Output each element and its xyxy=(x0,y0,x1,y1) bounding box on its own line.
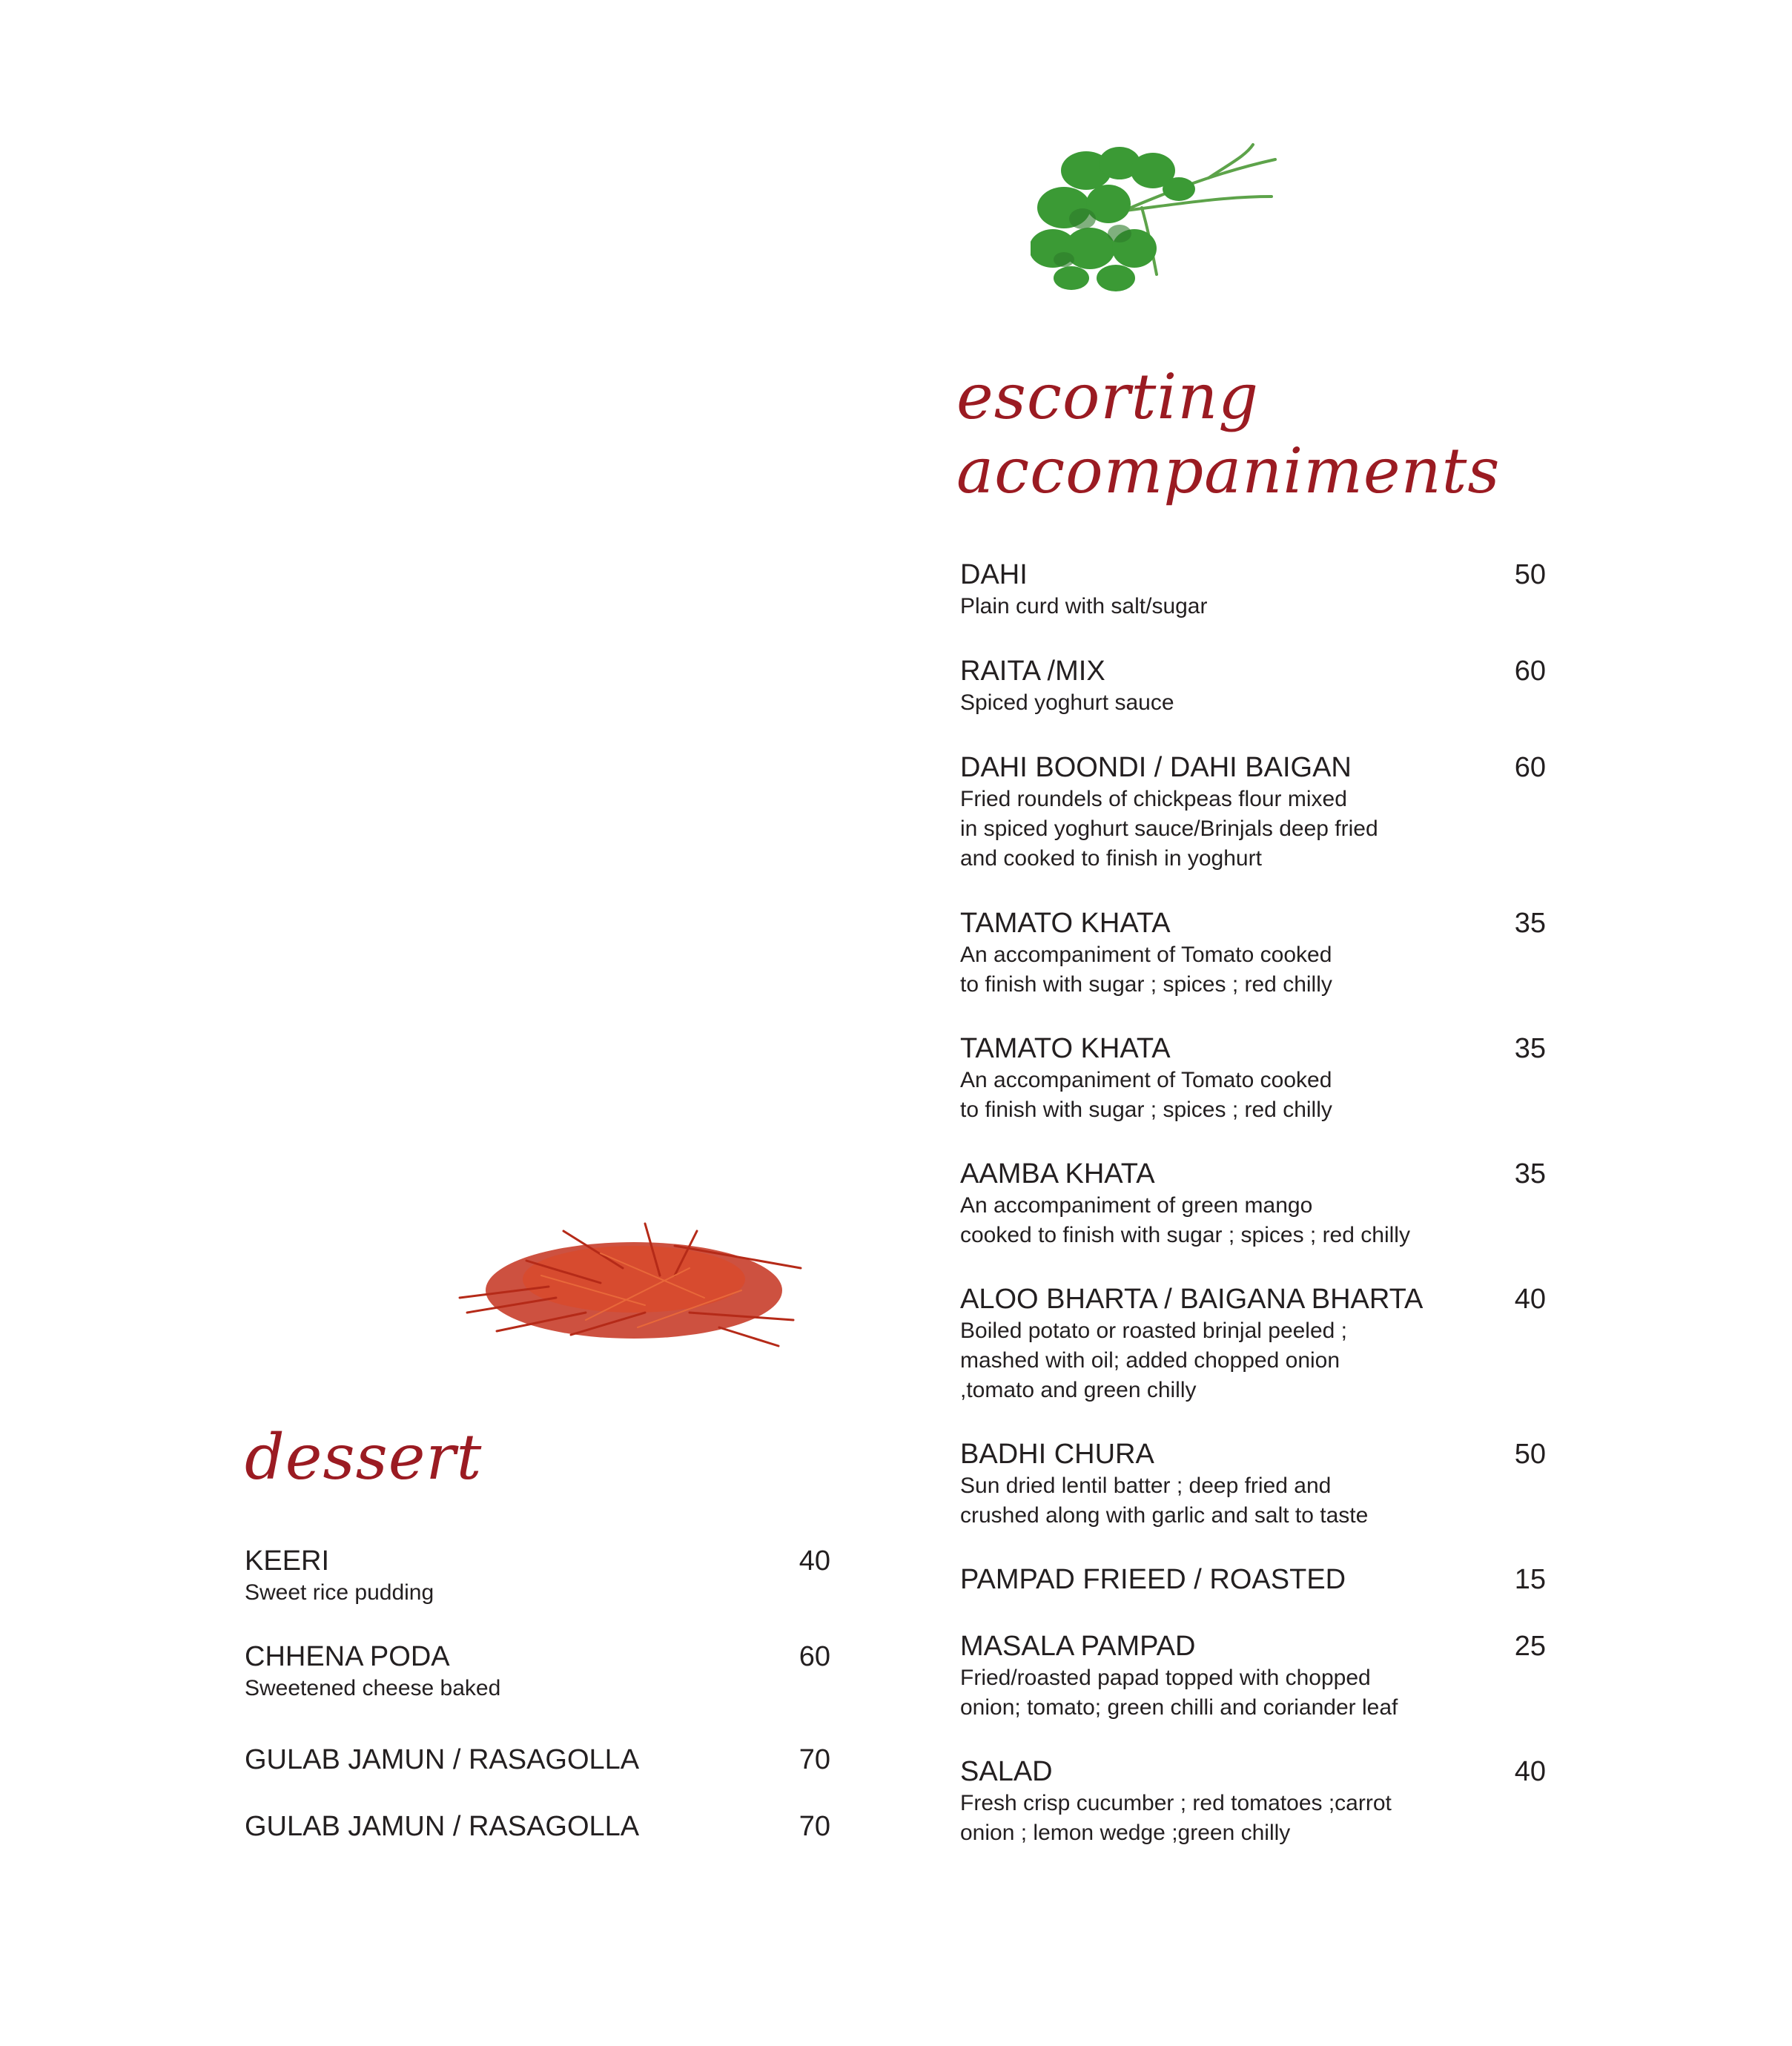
item-name: RAITA /MIX xyxy=(960,656,1105,687)
item-price: 70 xyxy=(799,1811,830,1842)
item-name: DAHI xyxy=(960,559,1028,590)
menu-item xyxy=(960,654,1546,718)
menu-item xyxy=(960,1437,1546,1531)
item-price: 35 xyxy=(1514,1033,1546,1064)
menu-item xyxy=(960,750,1546,874)
item-price: 60 xyxy=(799,1641,830,1672)
accompaniments-heading-line2: accompaniments xyxy=(956,435,1501,507)
item-price: 40 xyxy=(799,1545,830,1577)
item-name: CHHENA PODA xyxy=(245,1641,450,1672)
item-price: 25 xyxy=(1514,1631,1546,1662)
menu-item xyxy=(245,1544,830,1608)
item-price: 50 xyxy=(1514,1439,1546,1470)
accompaniments-heading xyxy=(956,360,1501,508)
item-name: TAMATO KHATA xyxy=(960,1033,1171,1064)
item-description: Sun dried lentil batter ; deep fried and crushed along with garlic and salt to taste xyxy=(960,1474,1369,1528)
item-price: 40 xyxy=(1514,1756,1546,1787)
item-name: PAMPAD FRIEED / ROASTED xyxy=(960,1564,1346,1595)
menu-item xyxy=(960,1755,1546,1848)
coriander-leaves-image xyxy=(1031,137,1283,293)
item-name: AAMBA KHATA xyxy=(960,1158,1155,1189)
item-price: 15 xyxy=(1514,1564,1546,1595)
menu-item xyxy=(960,1157,1546,1250)
item-price: 35 xyxy=(1514,1158,1546,1189)
item-description: Plain curd with salt/sugar xyxy=(960,594,1208,618)
item-name: SALAD xyxy=(960,1756,1053,1787)
menu-item xyxy=(960,558,1546,621)
item-price: 70 xyxy=(799,1744,830,1775)
menu-item xyxy=(960,1562,1546,1597)
menu-item xyxy=(960,1629,1546,1723)
item-description: An accompaniment of green mango cooked to finish with sugar ; spices ; red chilly xyxy=(960,1193,1410,1247)
menu-item xyxy=(245,1743,830,1777)
item-name: KEERI xyxy=(245,1545,330,1577)
menu-item xyxy=(245,1640,830,1703)
item-description: Sweet rice pudding xyxy=(245,1580,434,1605)
item-name: DAHI BOONDI / DAHI BAIGAN xyxy=(960,752,1352,783)
saffron-strands-image xyxy=(452,1201,808,1364)
item-name: BADHI CHURA xyxy=(960,1439,1154,1470)
item-name: MASALA PAMPAD xyxy=(960,1631,1196,1662)
item-name: ALOO BHARTA / BAIGANA BHARTA xyxy=(960,1284,1424,1315)
item-price: 35 xyxy=(1514,908,1546,939)
item-description: Fresh crisp cucumber ; red tomatoes ;carrot onion ; lemon wedge ;green chilly xyxy=(960,1791,1392,1845)
item-description: Spiced yoghurt sauce xyxy=(960,690,1174,715)
menu-item xyxy=(960,1282,1546,1405)
menu-item xyxy=(245,1809,830,1844)
item-description: Boiled potato or roasted brinjal peeled ; mashed with oil; added chopped onion ,tomato and green chilly xyxy=(960,1319,1348,1402)
item-price: 60 xyxy=(1514,752,1546,783)
item-price: 50 xyxy=(1514,559,1546,590)
item-description: Sweetened cheese baked xyxy=(245,1676,501,1700)
menu-item xyxy=(960,906,1546,1000)
menu-item xyxy=(960,1032,1546,1125)
dessert-heading: dessert xyxy=(245,1421,483,1494)
accompaniments-heading-line1: escorting xyxy=(956,360,1260,433)
item-price: 40 xyxy=(1514,1284,1546,1315)
item-name: TAMATO KHATA xyxy=(960,908,1171,939)
item-name: GULAB JAMUN / RASAGOLLA xyxy=(245,1744,640,1775)
item-price: 60 xyxy=(1514,656,1546,687)
item-name: GULAB JAMUN / RASAGOLLA xyxy=(245,1811,640,1842)
item-description: An accompaniment of Tomato cooked to finish with sugar ; spices ; red chilly xyxy=(960,943,1332,997)
item-description: Fried/roasted papad topped with chopped onion; tomato; green chilli and coriander leaf xyxy=(960,1666,1398,1720)
item-description: Fried roundels of chickpeas flour mixed in spiced yoghurt sauce/Brinjals deep fried and cooked to finish in yoghurt xyxy=(960,787,1378,871)
item-description: An accompaniment of Tomato cooked to finish with sugar ; spices ; red chilly xyxy=(960,1068,1332,1122)
